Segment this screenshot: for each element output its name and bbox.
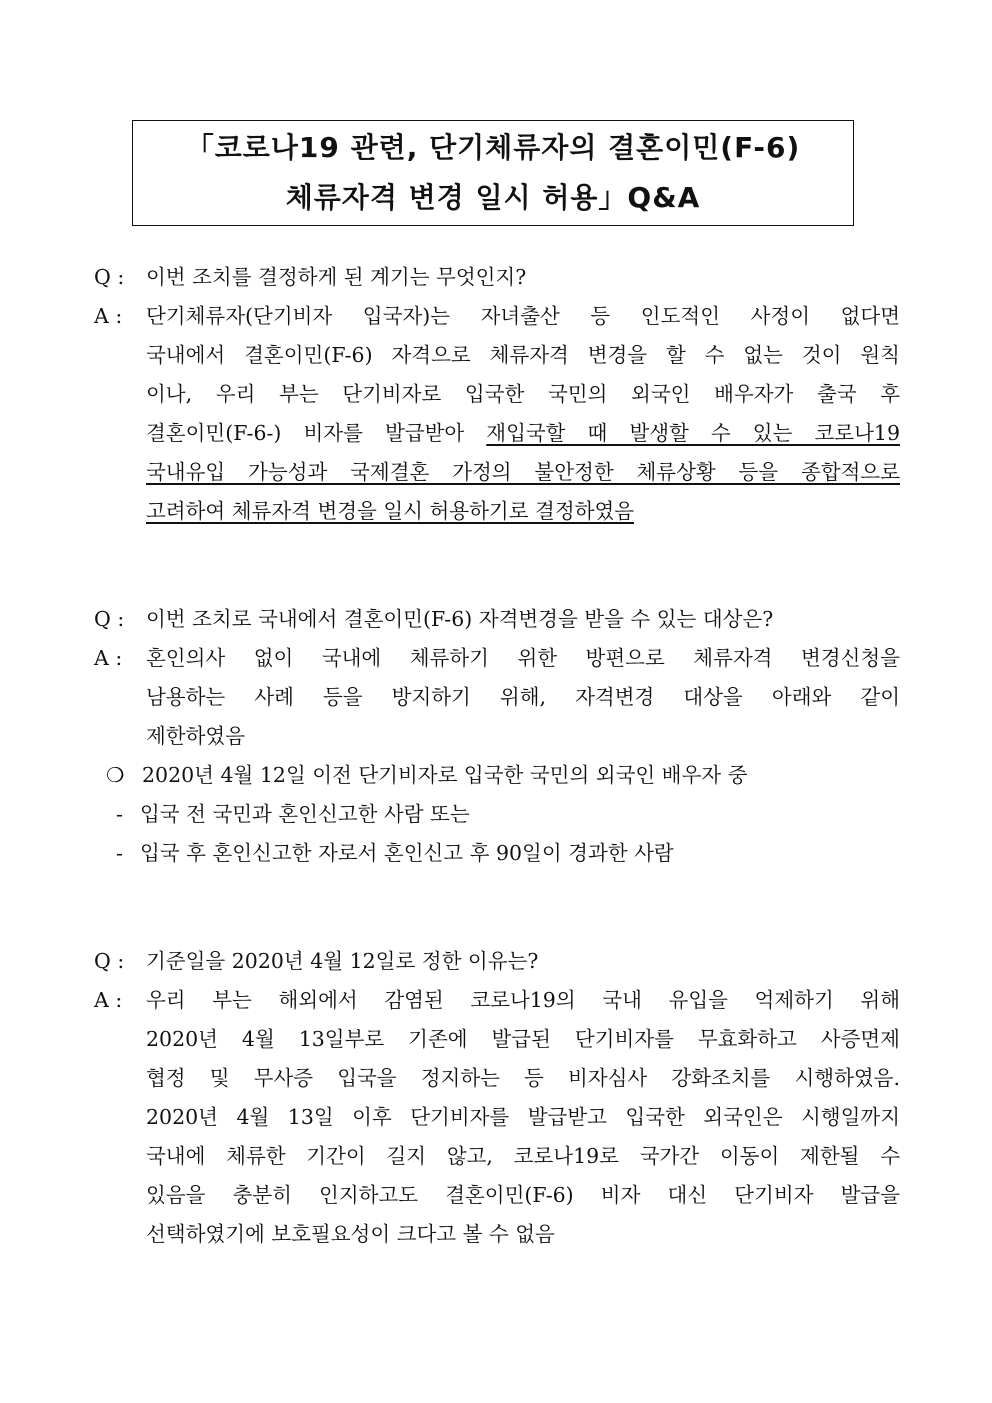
question-1 — [94, 258, 900, 297]
dash-icon: - — [116, 802, 123, 826]
document-title-box — [132, 120, 854, 226]
question-label: Q : — [94, 949, 125, 973]
answer-line: 단기체류자(단기비자 입국자)는 자녀출산 등 인도적인 사정이 없다면 — [146, 304, 900, 328]
question-label: Q : — [94, 607, 125, 631]
answer-text — [146, 639, 900, 756]
dash-item — [94, 834, 900, 873]
question-text: 기준일을 2020년 4월 12일로 정한 이유는? — [146, 949, 539, 973]
answer-line: 협정 및 무사증 입국을 정지하는 등 비자심사 강화조치를 시행하였음. — [146, 1066, 900, 1090]
qa-block-3 — [94, 942, 900, 1254]
answer-line: 있음을 충분히 인지하고도 결혼이민(F-6) 비자 대신 단기비자 발급을 — [146, 1183, 900, 1207]
answer-line: 2020년 4월 13일 이후 단기비자를 발급받고 입국한 외국인은 시행일까지 — [146, 1105, 900, 1129]
underlined-text: 재입국할 때 발생할 수 있는 코로나19 — [486, 421, 900, 445]
circle-bullet-icon: ❍ — [106, 763, 125, 787]
answer-line: 선택하였기에 보호필요성이 크다고 볼 수 없음 — [146, 1222, 555, 1246]
answer-label: A : — [94, 988, 123, 1012]
qa-block-1 — [94, 258, 900, 531]
question-2 — [94, 600, 900, 639]
answer-line: 남용하는 사례 등을 방지하기 위해, 자격변경 대상을 아래와 같이 — [146, 685, 900, 709]
qa-block-2 — [94, 600, 900, 873]
answer-1 — [94, 297, 900, 531]
answer-line: 2020년 4월 13일부로 기존에 발급된 단기비자를 무효화하고 사증면제 — [146, 1027, 900, 1051]
answer-line-underlined: 고려하여 체류자격 변경을 일시 허용하기로 결정하였음 — [146, 499, 635, 523]
answer-line: 우리 부는 해외에서 감염된 코로나19의 국내 유입을 억제하기 위해 — [146, 988, 900, 1012]
answer-line — [146, 414, 900, 453]
answer-label: A : — [94, 646, 123, 670]
title-line-2: 체류자격 변경 일시 허용」Q&A — [285, 181, 701, 214]
answer-line-underlined: 국내유입 가능성과 국제결혼 가정의 불안정한 체류상황 등을 종합적으로 — [146, 460, 900, 484]
dash-text: 입국 후 혼인신고한 자로서 혼인신고 후 90일이 경과한 사람 — [140, 841, 674, 865]
bullet-text: 2020년 4월 12일 이전 단기비자로 입국한 국민의 외국인 배우자 중 — [142, 763, 748, 787]
question-3 — [94, 942, 900, 981]
answer-line: 제한하였음 — [146, 724, 246, 748]
answer-text — [146, 297, 900, 531]
answer-fragment: 결혼이민(F-6-) 비자를 발급받아 — [146, 421, 487, 445]
dash-item — [94, 795, 900, 834]
answer-3 — [94, 981, 900, 1254]
answer-line: 이나, 우리 부는 단기비자로 입국한 국민의 외국인 배우자가 출국 후 — [146, 382, 900, 406]
title-line-1: 「코로나19 관련, 단기체류자의 결혼이민(F-6) — [185, 131, 801, 164]
dash-icon: - — [116, 841, 123, 865]
bullet-item — [94, 756, 900, 795]
question-label: Q : — [94, 265, 125, 289]
answer-line: 혼인의사 없이 국내에 체류하기 위한 방편으로 체류자격 변경신청을 — [146, 646, 900, 670]
answer-line: 국내에 체류한 기간이 길지 않고, 코로나19로 국가간 이동이 제한될 수 — [146, 1144, 900, 1168]
answer-2 — [94, 639, 900, 756]
answer-label: A : — [94, 304, 123, 328]
answer-text — [146, 981, 900, 1254]
dash-text: 입국 전 국민과 혼인신고한 사람 또는 — [140, 802, 470, 826]
answer-line: 국내에서 결혼이민(F-6) 자격으로 체류자격 변경을 할 수 없는 것이 원칙 — [146, 343, 900, 367]
question-text: 이번 조치로 국내에서 결혼이민(F-6) 자격변경을 받을 수 있는 대상은? — [146, 607, 774, 631]
question-text: 이번 조치를 결정하게 된 계기는 무엇인지? — [146, 265, 527, 289]
